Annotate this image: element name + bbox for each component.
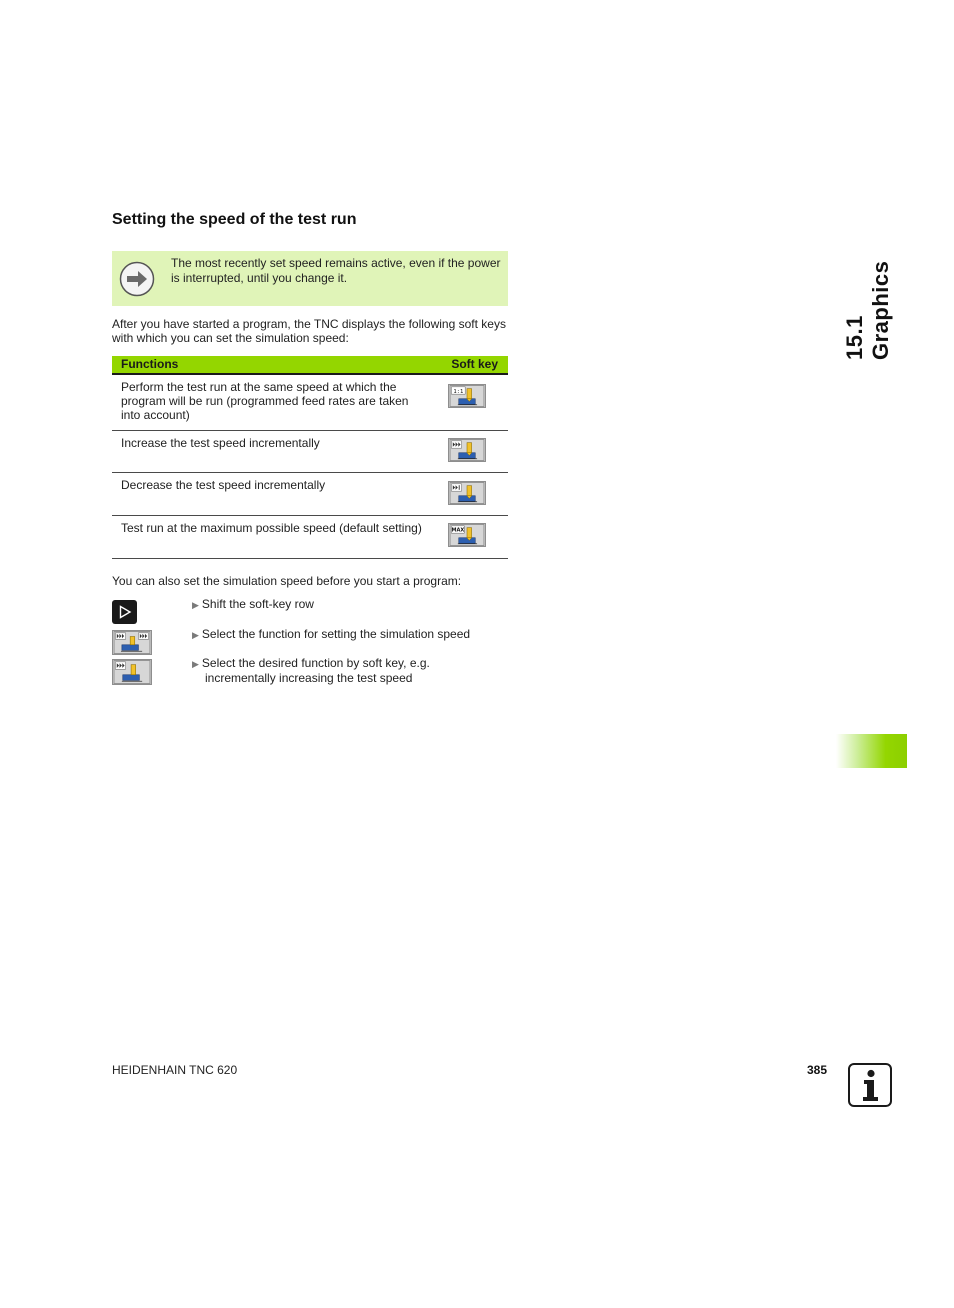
- speed-function-softkey[interactable]: [112, 630, 152, 655]
- decrease-speed-softkey[interactable]: [448, 481, 486, 505]
- info-icon: [848, 1063, 892, 1107]
- header-softkey: Soft key: [451, 357, 498, 371]
- note-text: The most recently set speed remains active, even if the power is interrupted, until you change it.: [171, 256, 501, 285]
- note-box: [112, 251, 508, 306]
- step-text: Select the function for setting the simulation speed: [201, 627, 471, 641]
- step-3: [192, 656, 512, 685]
- header-functions: Functions: [121, 357, 179, 371]
- functions-table: [112, 356, 508, 559]
- slow-forward-icon: [448, 481, 486, 505]
- row-text: Increase the test speed incrementally: [121, 436, 320, 450]
- fast-forward-icon: [448, 438, 486, 462]
- table-row: [112, 375, 508, 431]
- speed-1-1-icon: [448, 384, 486, 408]
- also-paragraph: You can also set the simulation speed before you start a program:: [112, 574, 462, 588]
- table-row: [112, 473, 508, 516]
- play-icon: [112, 600, 137, 624]
- shift-softkey-row-key[interactable]: [112, 600, 137, 624]
- max-speed-label: MAX: [451, 527, 465, 534]
- arrow-right-icon: [119, 261, 155, 297]
- max-speed-icon: [448, 523, 486, 547]
- max-speed-softkey[interactable]: [448, 523, 486, 547]
- bullet-triangle-icon: ▶: [192, 630, 199, 640]
- step-text-line2: incrementally increasing the test speed: [205, 671, 413, 685]
- row-text: Perform the test run at the same speed at which the program will be run (programmed feed rates are taken into account): [121, 380, 409, 422]
- table-header: [112, 356, 508, 375]
- increase-speed-step-softkey[interactable]: [112, 659, 152, 685]
- fast-forward-icon: [112, 659, 152, 685]
- step-2: [192, 627, 512, 642]
- intro-paragraph: After you have started a program, the TNC displays the following soft keys with which you can set the simulation speed:: [112, 317, 506, 345]
- row-text: Decrease the test speed incrementally: [121, 478, 326, 492]
- increase-speed-softkey[interactable]: [448, 438, 486, 462]
- section-title: Setting the speed of the test run: [112, 211, 357, 228]
- step-text-line1: Select the desired function by soft key, e.g.: [201, 656, 430, 670]
- speed-function-icon: [112, 630, 152, 655]
- speed-1-1-label: 1:1: [453, 388, 464, 395]
- footer-product: HEIDENHAIN TNC 620: [112, 1063, 238, 1077]
- row-text: Test run at the maximum possible speed (default setting): [121, 521, 422, 535]
- page-number: 385: [807, 1063, 828, 1077]
- chapter-tab: [836, 734, 907, 768]
- table-row: [112, 431, 508, 473]
- step-text: Shift the soft-key row: [201, 597, 314, 611]
- bullet-triangle-icon: ▶: [192, 659, 199, 669]
- chapter-side-title: 15.1 Graphics: [842, 260, 893, 360]
- step-1: [192, 597, 512, 612]
- speed-1-1-softkey[interactable]: [448, 384, 486, 408]
- table-row: [112, 516, 508, 559]
- bullet-triangle-icon: ▶: [192, 600, 199, 610]
